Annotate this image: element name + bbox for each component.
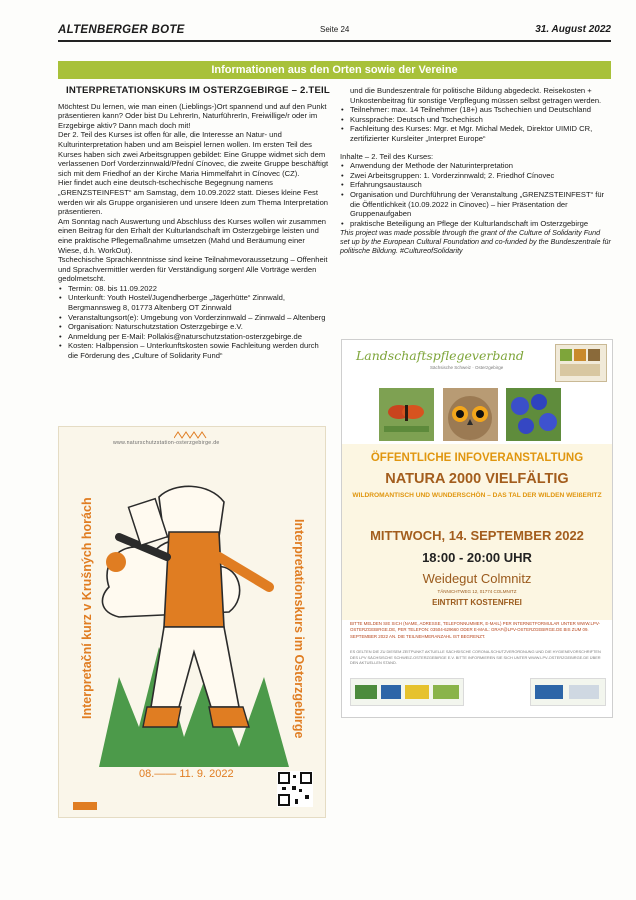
poster-title: ÖFFENTLICHE INFOVERANSTALTUNG — [370, 452, 584, 464]
poster-headline: NATURA 2000 VIELFÄLTIG — [385, 471, 569, 487]
article-column-right — [340, 86, 611, 255]
section-banner: Informationen aus den Orten sowie der Vereine — [58, 61, 611, 79]
zigzag-ornament-icon — [174, 431, 208, 439]
event-address: TÄNNICHTWEG 12, 01774 COLMNITZ — [437, 589, 517, 594]
list-item: • Kosten: Halbpension – Unterkunftskosten sowie Fachleitung werden durch die Förderung des „Culture of Solidarity Fund“ — [68, 341, 330, 360]
gentian-flowers-photo — [506, 388, 561, 441]
butterfly-photo — [379, 388, 434, 441]
partner-logo-icon — [73, 801, 97, 811]
poster-title-czech: Interpretační kurz v Krušných horách — [80, 497, 94, 719]
article-paragraph: Der 2. Teil des Kurses ist offen für alle, die Interesse an Natur- und Kulturinterpretation haben und am Beispiel lernen wollen. Im ersten Teil des Kurses haben sich zwei Arbeitsgruppen gebildet: Eine Gruppe widmet sich dem verlassenen Dorf Vorderzinnwald/Přední Cínovec, die zweite Gruppe beschäftigt sich mit dem Friedhof an der Kirche Maria Himmelfahrt in Cínovec (CZ). — [58, 130, 329, 178]
owl-photo — [443, 388, 498, 441]
sponsor-logos-left — [350, 678, 464, 706]
poster-title-german: Interpretationskurs im Osterzgebirge — [292, 519, 306, 739]
covid-fineprint: ES GELTEN DIE ZU DIESEM ZEITPUNKT AKTUELLE SÄCHSISCHE CORONA-SCHUTZVERORDNUNG UND DIE HYGIENEVORSCHRIFTEN DES LPV SÄCHSISCHE SCHWEIZ-OSTERZGEBIRGE E.V. BITTE INFORMIEREN SIE SICH UNTER WWW.LPV-OSTERZGEBIRGE.DE ÜBER DEN AKTUELLEN STAND. — [350, 649, 601, 666]
list-item: • Termin: 08. bis 11.09.2022 — [68, 284, 330, 294]
list-item: • Unterkunft: Youth Hostel/Jugendherberge „Jägerhütte“ Zinnwald, Bergmannsweg 8, 01773 Altenberg OT Zinnwald — [68, 293, 330, 312]
poster-tagline: WILDROMANTISCH UND WUNDERSCHÖN – DAS TAL DER WILDEN WEIßERITZ — [352, 492, 602, 499]
page-number: Seite 24 — [320, 25, 350, 34]
poster-dates: 08.—— 11. 9. 2022 — [139, 768, 234, 780]
poster-url: www.naturschutzstation-osterzgebirge.de — [113, 440, 220, 446]
list-item: • Anmeldung per E-Mail: Pollakis@naturschutzstation-osterzgebirge.de — [68, 332, 330, 342]
contents-label: Inhalte – 2. Teil des Kurses: — [340, 151, 434, 161]
list-item: • Erfahrungsaustausch — [350, 180, 611, 190]
event-time: 18:00 - 20:00 UHR — [422, 550, 532, 565]
list-item: • Veranstaltungsort(e): Umgebung von Vorderzinnwald – Zinnwald – Altenberg — [68, 313, 330, 323]
contents-list — [340, 161, 611, 228]
lpv-emblem-icon — [555, 344, 607, 382]
event-venue: Weidegut Colmnitz — [422, 571, 532, 586]
registration-info: BITTE MELDEN SIE SICH (NAME, ADRESSE, TELEFONNUMMER, E-MAIL) PER INTERNETFORMULAR UNTER WWW.LPV-OSTERZGEBIRGE.DE, PER TELEFON: 03504-629660 ODER E-MAIL: GRAF@LPV-OSTERZGEBIRGE.DE BIS ZUM 09. SEPTEMBER 2022 AN. DIE TEILNEHMERANZAHL IST BEGRENZT. — [350, 621, 600, 639]
funding-credit: This project was made possible through the grant of the Culture of Solidarity Fund set up by the European Cultural Foundation and co-funded by the Bundeszentrale für politische Bildung. #CultureofSolidarity — [340, 228, 611, 256]
list-item: • Teilnehmer: max. 14 Teilnehmer (18+) aus Tschechien und Deutschland — [350, 105, 611, 115]
article-paragraph: Hier findet auch eine deutsch-tschechische Begegnung namens „GRENZSTEINFEST“ am Samstag, dem 10.09.2022 statt. Dieses kleine Fest werden wir als Gruppe organisieren und unsere Ideen zum Thema Interpretation präsentieren. — [58, 178, 329, 217]
event-poster — [341, 339, 613, 718]
article-paragraph: Tschechische Sprachkenntnisse sind keine Teilnahmevoraussetzung – Offenheit und Sprachvermittler werden für Verständigung sorgen! Alle Vorträge werden gedolmetscht. — [58, 255, 328, 284]
list-item: • praktische Beteiligung an Pflege der Kulturlandschaft im Osterzgebirge — [350, 219, 611, 229]
sponsor-logos-right — [530, 678, 606, 706]
article-paragraph: und die Bundeszentrale für politische Bildung abgedeckt. Reisekosten + Unkostenbeitrag für sonstige Verpflegung müssen selbst getragen werden. — [350, 86, 602, 105]
list-item: • Anwendung der Methode der Naturinterpretation — [350, 161, 611, 171]
event-date: MITTWOCH, 14. SEPTEMBER 2022 — [370, 528, 584, 543]
list-item: • Organisation und Durchführung der Veranstaltung „GRENZSTEINFEST“ für die Öffentlichkeit (10.09.2022 in Cinovec) – hier Präsentation der Gruppenaufgaben — [350, 190, 611, 219]
hiker-illustration — [99, 477, 289, 767]
details-list — [340, 105, 611, 143]
lpv-logo-text: Landschaftspflegeverband — [356, 348, 524, 363]
qr-code-icon — [277, 771, 313, 807]
details-list — [58, 284, 330, 361]
article-paragraph: Am Sonntag nach Auswertung und Abschluss des Kurses wollen wir zusammen einen Beitrag für den Erhalt der Kulturlandschaft im Osterzgebirge leisten und eine praktische Pflegemaßnahme umsetzen (Mahd und Beräumung einer Wiese, d.h. WorkOut). — [58, 216, 327, 255]
list-item: • Kurssprache: Deutsch und Tschechisch — [350, 115, 611, 125]
masthead: ALTENBERGER BOTE — [58, 24, 185, 36]
article-column-left — [58, 86, 330, 361]
lpv-logo-subtitle: Sächsische Schweiz · Osterzgebirge — [430, 365, 504, 370]
issue-date: 31. August 2022 — [535, 24, 611, 35]
list-item: • Fachleitung des Kurses: Mgr. et Mgr. Michal Medek, Direktor UIMID CR, zertifizierter Kursleiter „Interpret Europe“ — [350, 124, 611, 143]
list-item: • Zwei Arbeitsgruppen: 1. Vorderzinnwald; 2. Friedhof Cínovec — [350, 171, 611, 181]
course-poster — [58, 426, 326, 818]
article-title: INTERPRETATIONSKURS IM OSTERZGEBIRGE – 2.TEIL — [66, 85, 330, 96]
admission-note: EINTRITT KOSTENFREI — [432, 598, 522, 607]
article-paragraph: Möchtest Du lernen, wie man einen (Lieblings-)Ort spannend und auf den Punkt präsentieren kann? Oder bist Du LehrerIn, NaturführerIn, Freiwillige/r oder im Erzgebirge aktiv? Dann mach doch mit! — [58, 101, 327, 130]
list-item: • Organisation: Naturschutzstation Osterzgebirge e.V. — [68, 322, 330, 332]
page-header — [58, 24, 611, 42]
